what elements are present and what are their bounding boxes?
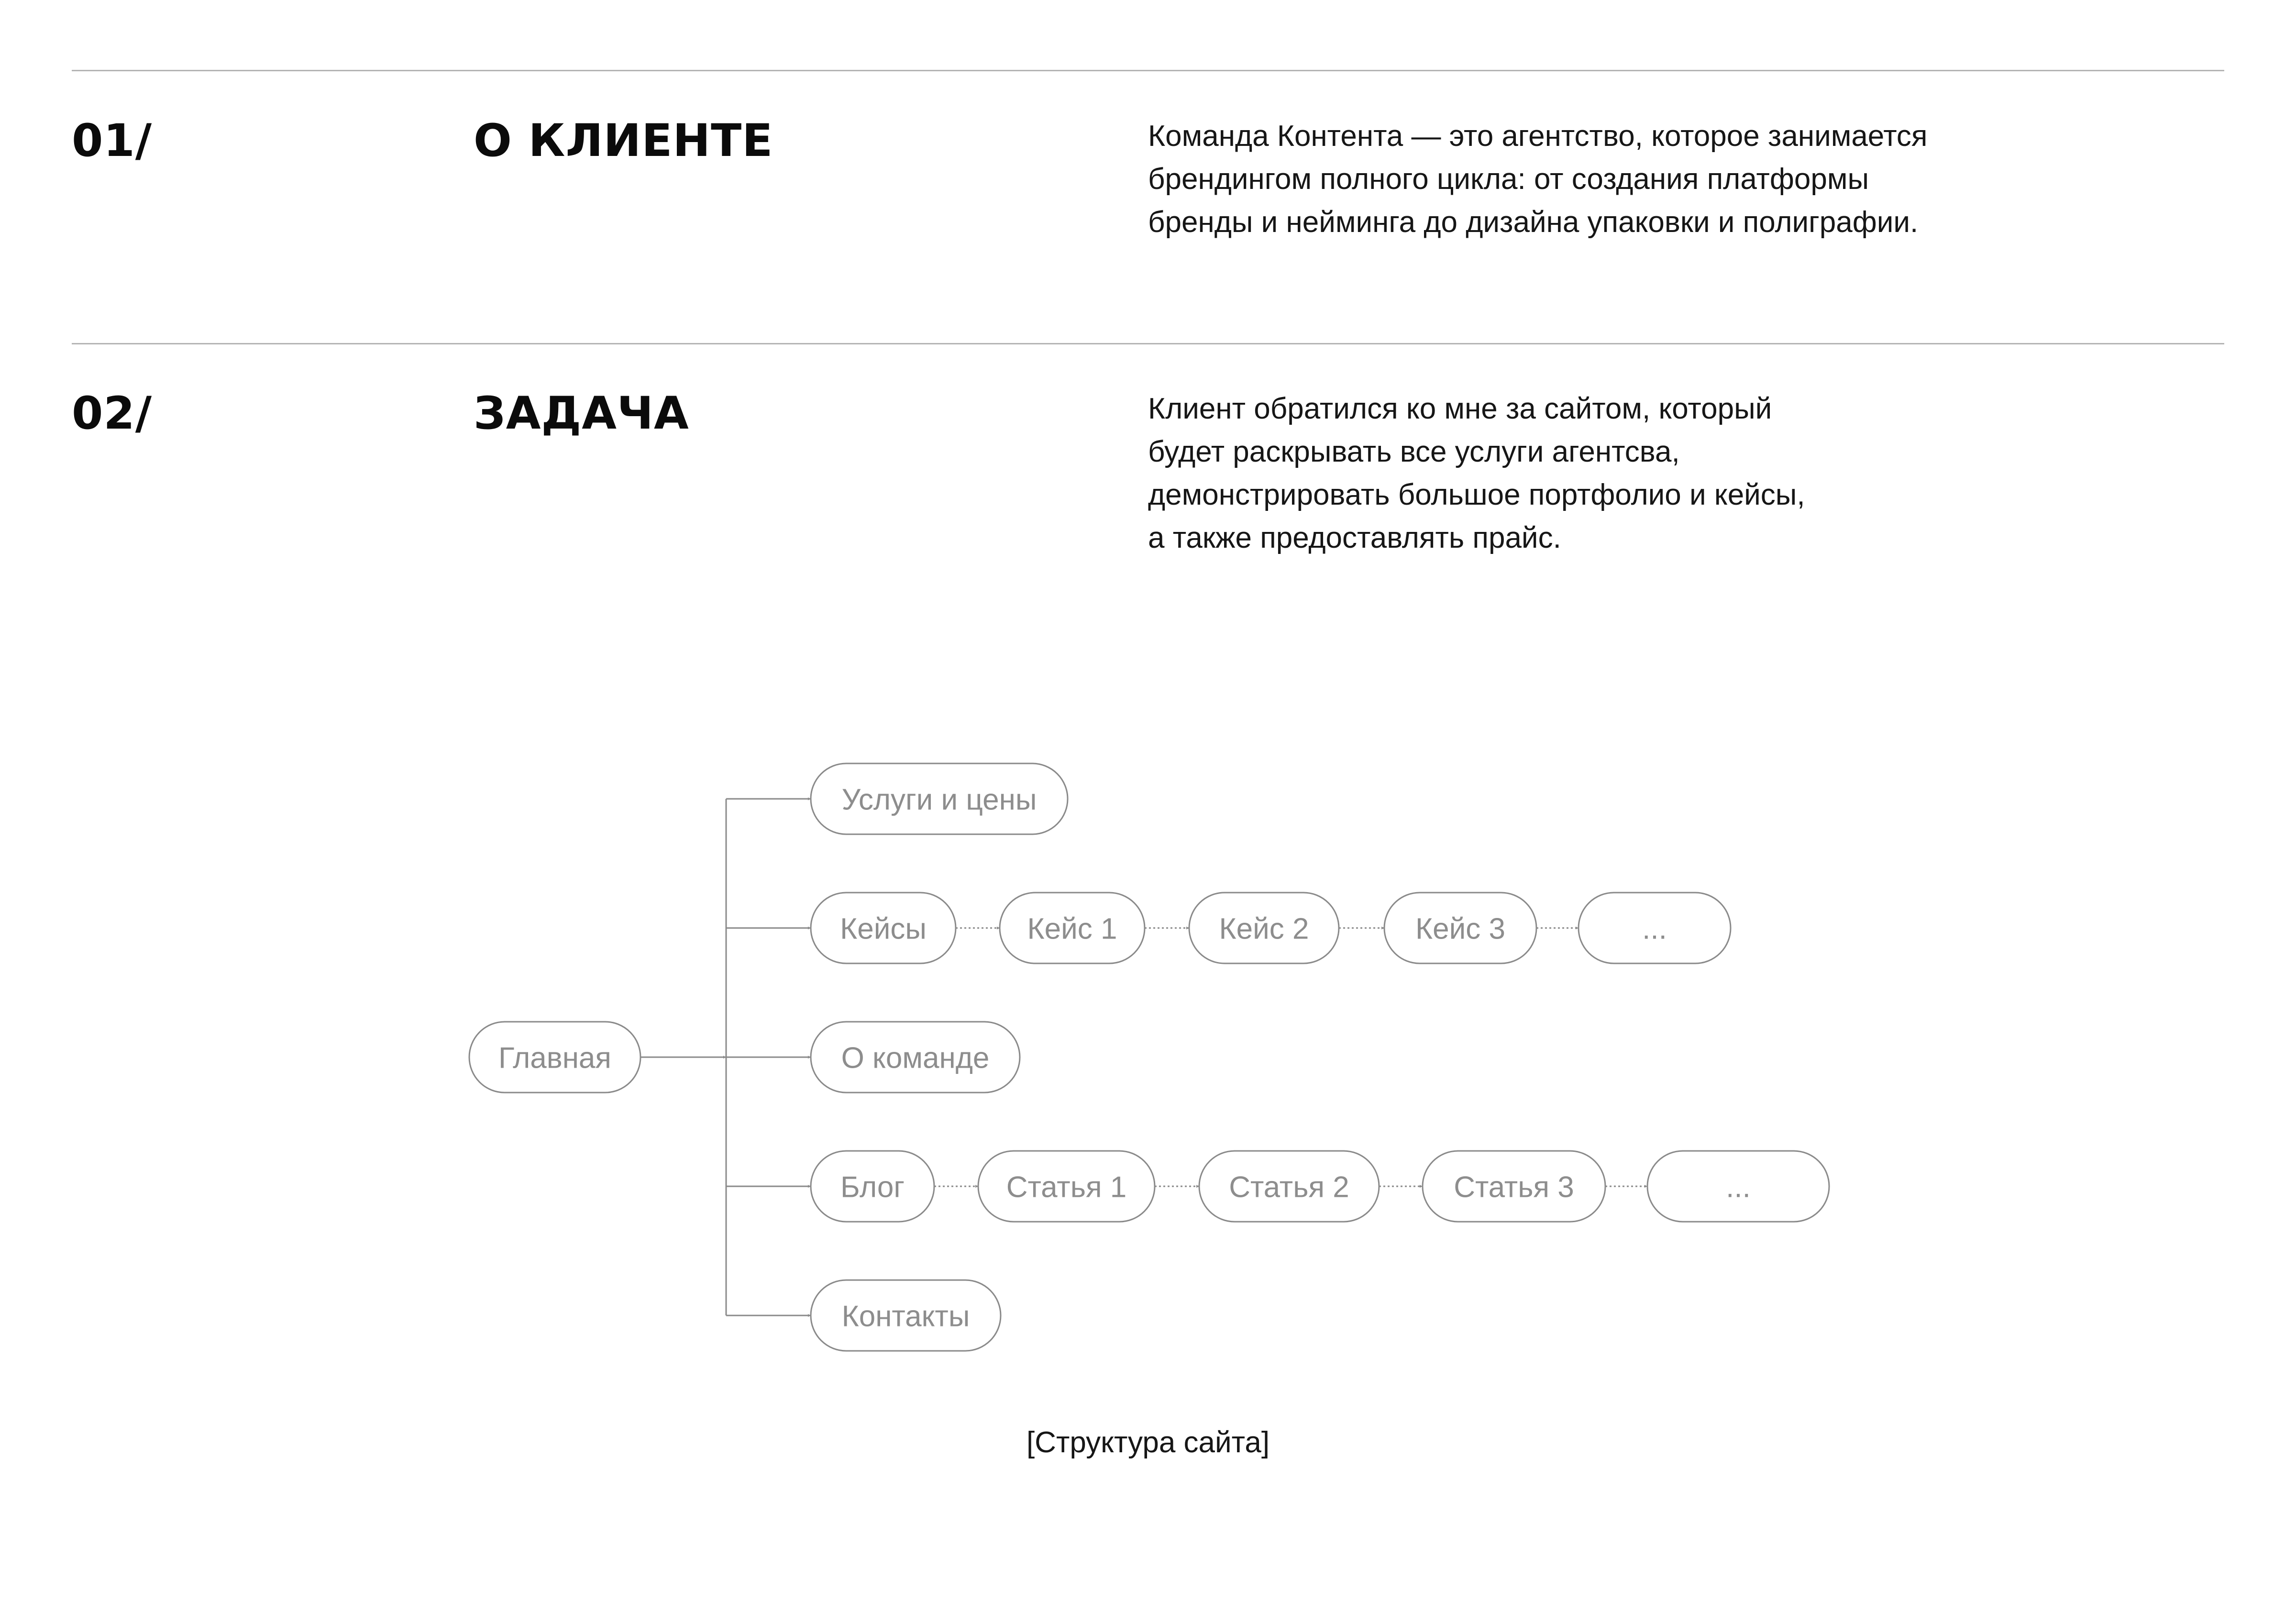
node-branch-кейсы: [811, 893, 956, 963]
node-кейсы-child-4: [1578, 893, 1731, 963]
node-branch-контакты: [811, 1280, 1001, 1351]
section-title-task: ЗАДАЧА: [474, 387, 689, 440]
node-кейсы-child-2: [1189, 893, 1339, 963]
node-branch-услуги-и-цены-label: Услуги и цены: [841, 783, 1037, 817]
node-кейсы-child-3: [1384, 893, 1536, 963]
node-кейсы-child-2-label: Кейс 2: [1219, 912, 1309, 946]
node-branch-блог: [811, 1151, 934, 1222]
diagram-caption: [Структура сайта]: [1026, 1426, 1270, 1459]
node-блог-child-2-label: Статья 2: [1229, 1171, 1349, 1204]
node-branch-блог-label: Блог: [840, 1171, 905, 1204]
node-branch-услуги-и-цены: [811, 763, 1068, 834]
section-number-1: 01/: [72, 115, 153, 167]
node-branch-о-команде-label: О команде: [841, 1041, 990, 1075]
node-branch-контакты-label: Контакты: [841, 1300, 970, 1333]
node-блог-child-1-label: Статья 1: [1006, 1171, 1127, 1204]
node-кейсы-child-4-label: ...: [1642, 912, 1667, 946]
node-branch-о-команде: [811, 1022, 1020, 1093]
diagram-connectors: [640, 799, 1647, 1315]
node-root-label: Главная: [498, 1041, 611, 1075]
node-блог-child-1: [978, 1151, 1155, 1222]
node-branch-кейсы-label: Кейсы: [840, 912, 927, 946]
node-блог-child-4-label: ...: [1726, 1171, 1751, 1204]
section-text-task: Клиент обратился ко мне за сайтом, который будет раскрывать все услуги агентсва, демонстрировать большое портфолио и кейсы, а также предоставлять прайс.: [1148, 392, 1805, 554]
node-root: [469, 1022, 640, 1093]
node-блог-child-3: [1423, 1151, 1605, 1222]
node-блог-child-4: [1647, 1151, 1829, 1222]
node-кейсы-child-1-label: Кейс 1: [1027, 912, 1117, 946]
section-text-about-client: Команда Контента — это агентство, которое занимается брендингом полного цикла: от создания платформы бренды и нейминга до дизайна упаковки и полиграфии.: [1148, 120, 1928, 239]
node-блог-child-3-label: Статья 3: [1454, 1171, 1574, 1204]
node-блог-child-2: [1199, 1151, 1379, 1222]
section-title-about-client: О КЛИЕНТЕ: [474, 115, 773, 167]
node-кейсы-child-1: [1000, 893, 1145, 963]
node-кейсы-child-3-label: Кейс 3: [1415, 912, 1505, 946]
section-number-2: 02/: [72, 387, 153, 440]
